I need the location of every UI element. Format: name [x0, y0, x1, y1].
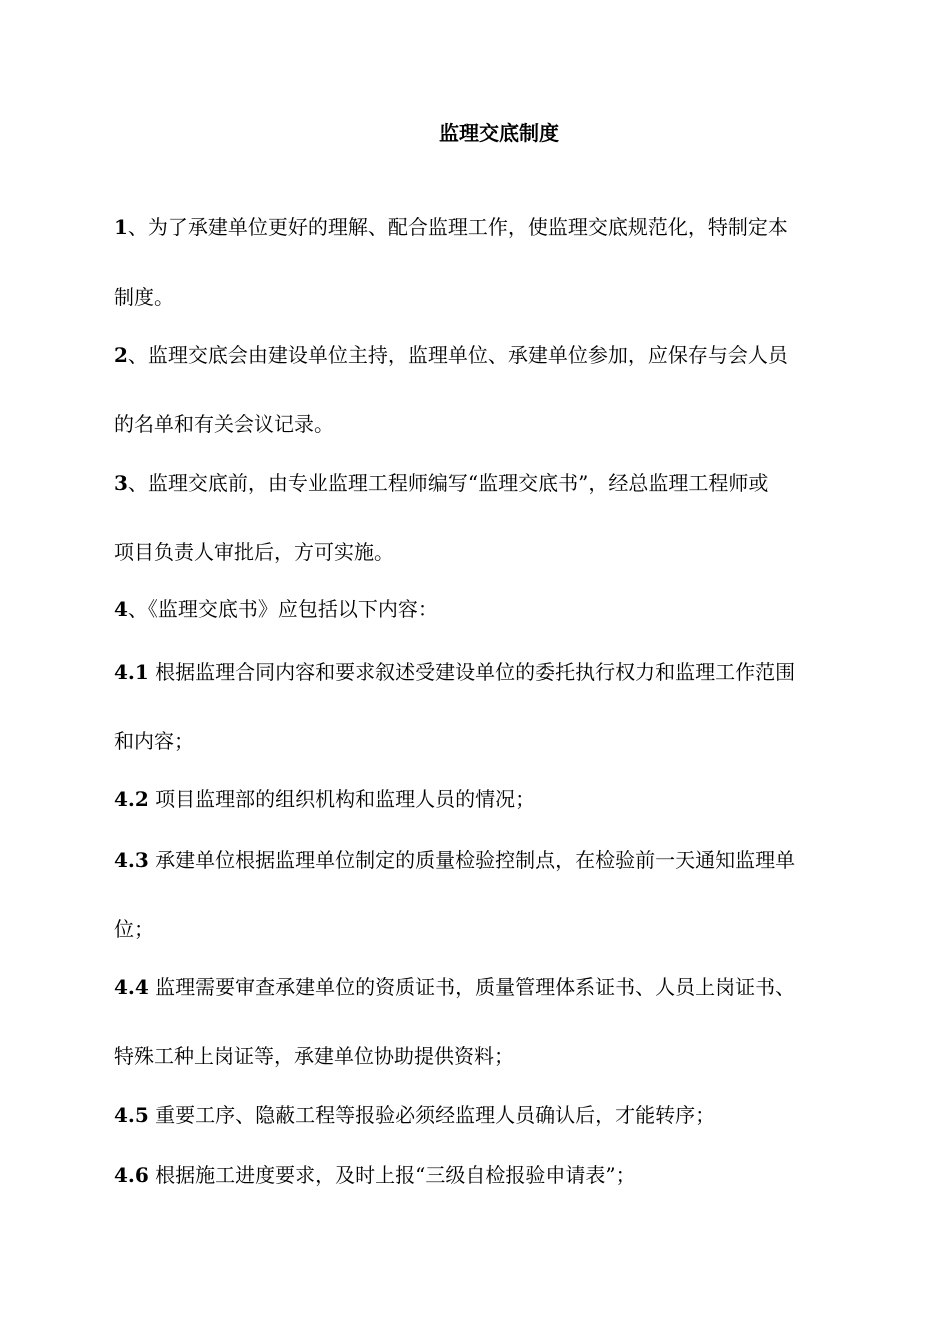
item-text: 、监理交底会由建设单位主持，监理单位、承建单位参加，应保存与会人员 [127, 343, 788, 367]
item-4-line-1 [114, 594, 889, 624]
item-text: 的名单和有关会议记录。 [114, 412, 334, 436]
item-number: 2 [114, 343, 128, 367]
item-number: 4.3 [114, 848, 149, 872]
item-text: 项目监理部的组织机构和监理人员的情况； [148, 787, 536, 811]
item-text: 和内容； [114, 729, 194, 753]
document-title: 监理交底制度 [439, 121, 559, 145]
item-4-4-line-2 [114, 1041, 889, 1071]
item-4-4-line-1 [114, 972, 889, 1002]
item-text: 、监理交底前，由专业监理工程师编写“监理交底书”，经总监理工程师或 [127, 471, 769, 495]
item-number: 4.6 [114, 1163, 149, 1187]
item-2-line-2 [114, 409, 889, 439]
item-number: 3 [114, 471, 128, 495]
item-4-1-line-2 [114, 726, 889, 756]
item-number: 4.5 [114, 1103, 149, 1127]
item-text: 承建单位根据监理单位制定的质量检验控制点，在检验前一天通知监理单 [148, 848, 796, 872]
item-text: 监理需要审查承建单位的资质证书，质量管理体系证书、人员上岗证书、 [148, 975, 796, 999]
item-3-line-2 [114, 537, 889, 567]
item-text: 、为了承建单位更好的理解、配合监理工作，使监理交底规范化，特制定本 [127, 215, 788, 239]
item-number: 4.2 [114, 787, 149, 811]
item-4-6-line-1 [114, 1160, 889, 1190]
item-3-line-1 [114, 468, 889, 498]
item-4-2-line-1 [114, 784, 889, 814]
item-text: 根据施工进度要求，及时上报“三级自检报验申请表”； [148, 1163, 636, 1187]
item-text: 、《监理交底书》应包括以下内容： [127, 597, 438, 621]
item-text: 特殊工种上岗证等，承建单位协助提供资料； [114, 1044, 514, 1068]
item-number: 4 [114, 597, 128, 621]
item-text: 根据监理合同内容和要求叙述受建设单位的委托执行权力和监理工作范围 [148, 660, 796, 684]
item-4-3-line-1 [114, 845, 889, 875]
item-text: 项目负责人审批后，方可实施。 [114, 540, 394, 564]
item-4-3-line-2 [114, 914, 889, 944]
item-text: 重要工序、隐蔽工程等报验必须经监理人员确认后，才能转序； [148, 1103, 716, 1127]
item-2-line-1 [114, 340, 889, 370]
item-4-5-line-1 [114, 1100, 889, 1130]
item-4-1-line-1 [114, 657, 889, 687]
item-number: 4.4 [114, 975, 149, 999]
item-1-line-1 [114, 212, 889, 242]
item-number: 1 [114, 215, 128, 239]
item-text: 制度。 [114, 285, 174, 309]
item-1-line-2 [114, 282, 889, 312]
item-text: 位； [114, 917, 154, 941]
item-number: 4.1 [114, 660, 149, 684]
